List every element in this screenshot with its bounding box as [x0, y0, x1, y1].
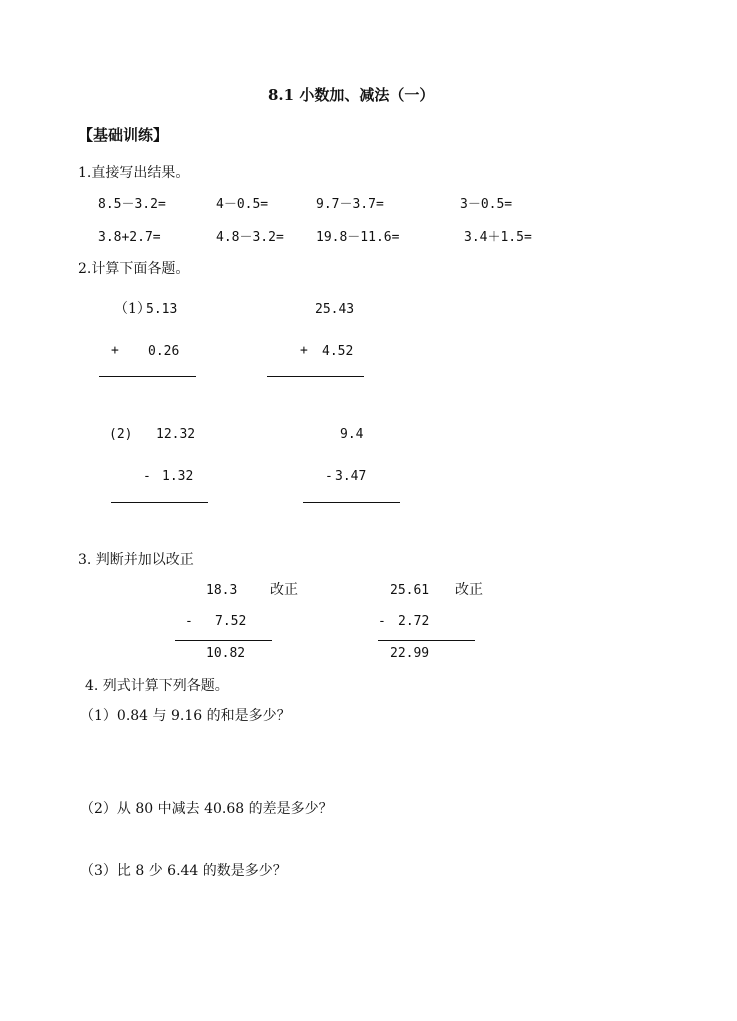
q2-p1b-line — [267, 376, 364, 377]
page-title: 8.1 小数加、减法（一） — [268, 86, 435, 104]
q2-p1b-bottom: 4.52 — [322, 344, 354, 359]
q2-p1b-top: 25.43 — [315, 302, 355, 317]
q2-p2b-bottom: 3.47 — [335, 469, 367, 484]
q3-b-correct-label: 改正 — [455, 582, 483, 598]
q3-a-correct-label: 改正 — [270, 582, 298, 598]
q3-b-result: 22.99 — [390, 646, 430, 661]
q1-item: 3.8+2.7= — [98, 230, 161, 245]
q2-part1-label: （1） — [114, 301, 151, 317]
q2-p2a-bottom: 1.32 — [162, 469, 194, 484]
q2-p2a-operator: - — [143, 469, 151, 484]
q3-a-line — [175, 640, 272, 641]
q3-a-operator: - — [185, 614, 193, 629]
q1-item: 4－0.5= — [216, 197, 269, 212]
q1-item: 3－0.5= — [460, 197, 513, 212]
q3-b-operator: - — [378, 614, 386, 629]
q4-item: （3）比 8 少 6.44 的数是多少？ — [80, 863, 287, 879]
q2-part2-label: (2) — [109, 427, 133, 442]
q1-item: 4.8－3.2= — [216, 230, 284, 245]
section-heading: 【基础训练】 — [78, 126, 169, 144]
q1-heading: 1.直接写出结果。 — [78, 165, 190, 181]
q3-b-bottom: 2.72 — [398, 614, 430, 629]
q2-p2b-top: 9.4 — [340, 427, 364, 442]
q2-p2b-operator: - — [325, 469, 333, 484]
q2-p1b-operator: + — [300, 343, 308, 358]
q3-a-result: 10.82 — [206, 646, 246, 661]
q2-p2a-top: 12.32 — [156, 427, 196, 442]
q1-item: 8.5－3.2= — [98, 197, 166, 212]
q2-p1a-bottom: 0.26 — [148, 344, 180, 359]
q1-item: 19.8－11.6= — [316, 230, 400, 245]
q4-heading: 4. 列式计算下列各题。 — [85, 678, 229, 694]
q3-heading: 3. 判断并加以改正 — [78, 552, 194, 568]
q2-heading: 2.计算下面各题。 — [78, 261, 190, 277]
q3-a-top: 18.3 — [206, 583, 238, 598]
q1-item: 9.7－3.7= — [316, 197, 384, 212]
q4-item: （1）0.84 与 9.16 的和是多少？ — [80, 708, 291, 724]
q2-p1a-top: 5.13 — [146, 302, 178, 317]
q1-item: 3.4＋1.5= — [464, 230, 532, 245]
q2-p2a-line — [111, 502, 208, 503]
q2-p1a-operator: + — [111, 343, 119, 358]
q3-b-line — [378, 640, 475, 641]
q3-b-top: 25.61 — [390, 583, 430, 598]
q2-p2b-line — [303, 502, 400, 503]
q4-item: （2）从 80 中减去 40.68 的差是多少？ — [80, 801, 333, 817]
q2-p1a-line — [99, 376, 196, 377]
q3-a-bottom: 7.52 — [215, 614, 247, 629]
